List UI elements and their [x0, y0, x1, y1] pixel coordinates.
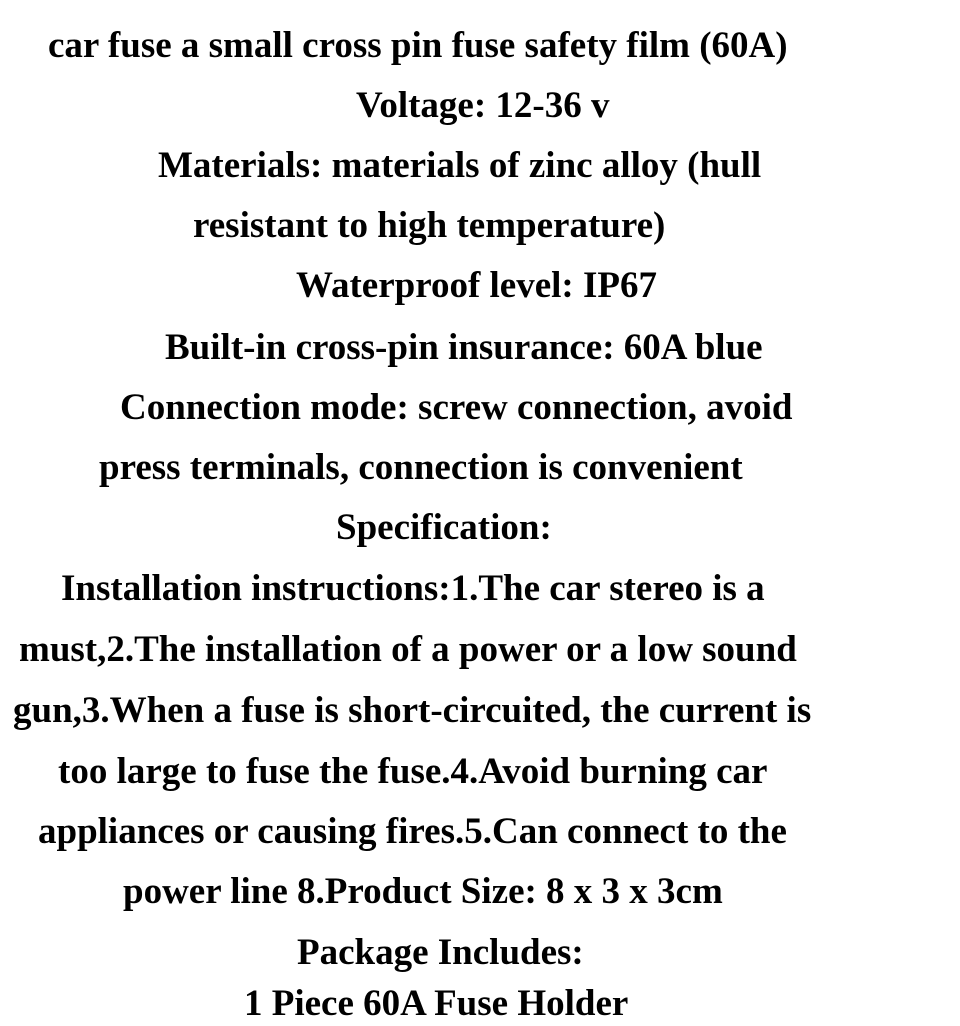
installation-line-4: too large to fuse the fuse.4.Avoid burning car	[58, 751, 768, 792]
installation-line-1: Installation instructions:1.The car stereo is a	[61, 568, 765, 609]
installation-line-6: power line 8.Product Size: 8 x 3 x 3cm	[123, 871, 723, 912]
installation-line-2: must,2.The installation of a power or a low sound	[19, 629, 797, 670]
voltage-line: Voltage: 12-36 v	[356, 85, 610, 126]
insurance-line: Built-in cross-pin insurance: 60A blue	[165, 327, 763, 368]
specification-heading: Specification:	[336, 507, 552, 548]
connection-line-2: press terminals, connection is convenient	[99, 447, 743, 488]
materials-line-1: Materials: materials of zinc alloy (hull	[158, 145, 762, 186]
installation-line-3: gun,3.When a fuse is short-circuited, the current is	[13, 690, 812, 731]
materials-line-2: resistant to high temperature)	[193, 205, 666, 246]
installation-line-5: appliances or causing fires.5.Can connect to the	[38, 811, 787, 852]
package-heading: Package Includes:	[297, 932, 584, 973]
connection-line-1: Connection mode: screw connection, avoid	[120, 387, 793, 428]
product-title: car fuse a small cross pin fuse safety film (60A)	[48, 25, 788, 66]
waterproof-line: Waterproof level: IP67	[296, 265, 658, 306]
package-item: 1 Piece 60A Fuse Holder	[244, 983, 629, 1024]
